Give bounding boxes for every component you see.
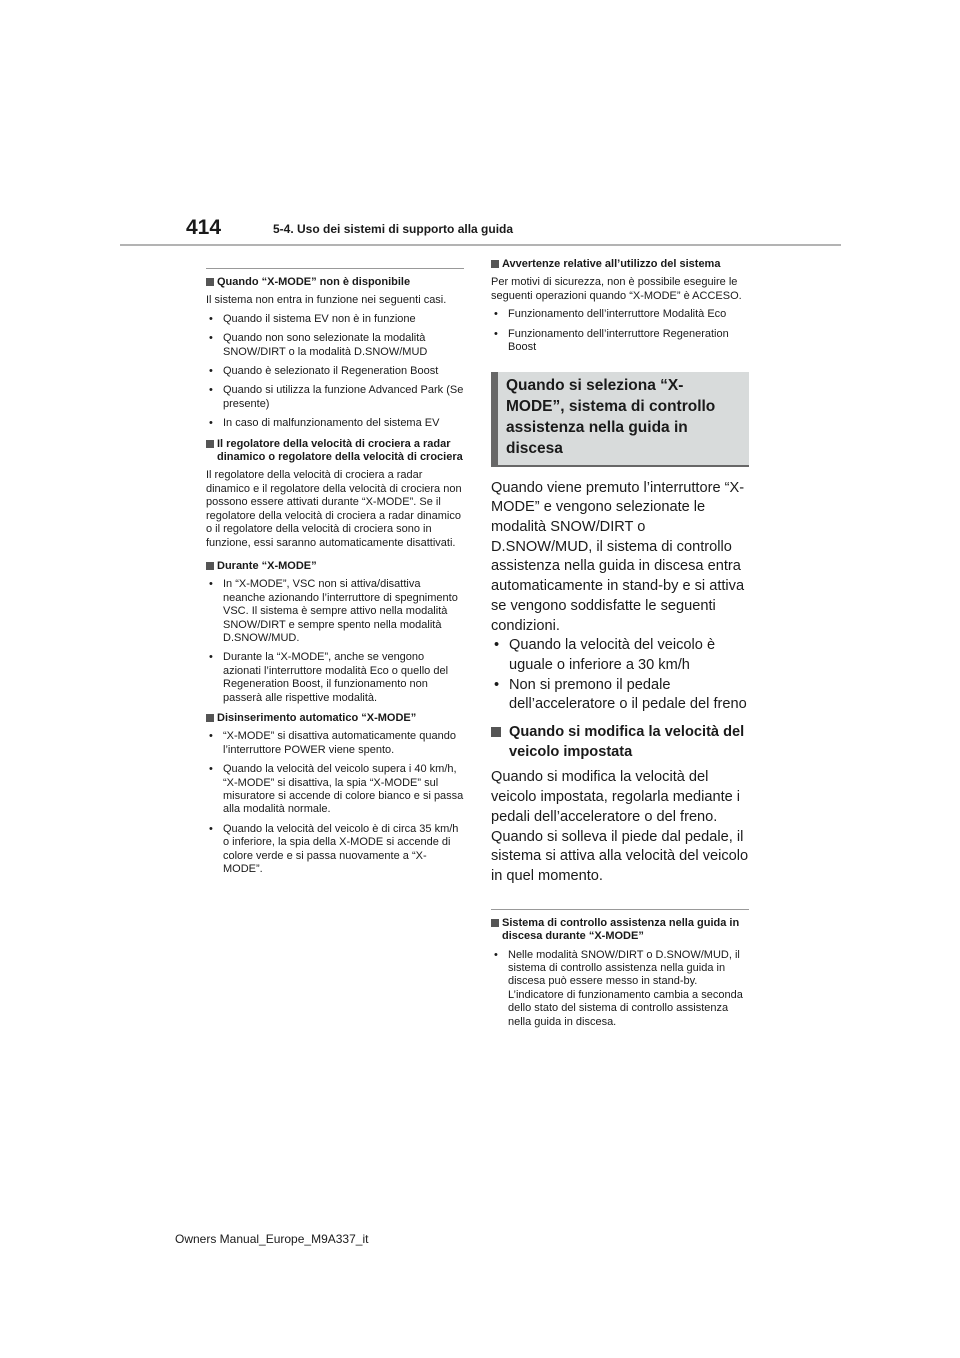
list-item: • Quando non sono selezionate la modalità SNOW/DIRT o la modalità D.SNOW/MUD: [206, 332, 464, 359]
page-number: 414: [186, 216, 222, 239]
divider: [491, 909, 749, 910]
paragraph: Per motivi di sicurezza, non è possibile eseguire le seguenti operazioni quando “X-MODE” è ACCESO.: [491, 276, 742, 302]
subheading-during-xmode: Durante “X-MODE”: [206, 560, 464, 573]
list-item: • Nelle modalità SNOW/DIRT o D.SNOW/MUD, il sistema di controllo assistenza nella guida in discesa può essere messo in stand-by. L’indicatore di funzionamento cambia a seconda dello stato del sistema di controllo assistenza nella guida in discesa.: [491, 949, 749, 1029]
list-item: • Quando la velocità del veicolo supera i 40 km/h, “X-MODE” si disattiva, la spia “X-MODE” sul misuratore si accende di colore bianco e si passa alla modalità normale.: [206, 763, 464, 817]
main-bullet-list: [491, 636, 749, 715]
subheading-speed-change: Quando si modifica la velocità del veicolo impostata: [491, 723, 749, 762]
list-item: • Quando si utilizza la funzione Advanced Park (Se presente): [206, 384, 464, 411]
list-item: • Non si premono il pedale dell’acceleratore o il pedale del freno: [491, 676, 749, 715]
subheading-auto-disengage: Disinserimento automatico “X-MODE”: [206, 712, 464, 725]
list-item: • “X-MODE” si disattiva automaticamente quando l’interruttore POWER viene spento.: [206, 730, 464, 757]
bullet-list: [206, 313, 464, 431]
right-column: [491, 258, 749, 1035]
paragraph: Il regolatore della velocità di crociera a radar dinamico e il regolatore della velocità di crociera non possono essere attivati durante “X-MODE”. Se il regolatore della velocità di crociera a radar dinamico o il regolatore della velocità di crociera sono in funzione, essi saranno automaticamente disattivati.: [206, 469, 462, 549]
list-item: • In caso di malfunzionamento del sistema EV: [206, 417, 464, 430]
footer-label: Owners Manual_Europe_M9A337_it: [175, 1232, 369, 1246]
bullet-list: [491, 308, 749, 354]
list-item: • Quando la velocità del veicolo è di circa 35 km/h o inferiore, la spia della X-MODE si accende di colore verde e si passa nuovamente a “X-MODE”.: [206, 823, 464, 877]
main-paragraph: Quando viene premuto l’interruttore “X-MODE” e vengono selezionate le modalità SNOW/DIRT o D.SNOW/MUD, il sistema di controllo assistenza nella guida in discesa entra automaticamente in stand-by e si attiva se vengono soddisfatte le seguenti condizioni.: [491, 479, 745, 634]
list-item: • In “X-MODE”, VSC non si attiva/disattiva neanche azionando l’interruttore di spegnimento VSC. Il sistema è sempre attivo nella modalità SNOW/DIRT e sempre spento nella modalità D.SNOW/MUD.: [206, 578, 464, 645]
list-item: • Funzionamento dell’interruttore Regeneration Boost: [491, 328, 749, 355]
divider: [206, 268, 464, 269]
list-item: • Durante la “X-MODE”, anche se vengono azionati l’interruttore modalità Eco o quello del Regeneration Boost, il funzionamento non passerà alle rispettive modalità.: [206, 651, 464, 705]
bullet-list: [491, 949, 749, 1029]
header-divider: [120, 244, 841, 246]
list-item: • Quando la velocità del veicolo è uguale o inferiore a 30 km/h: [491, 636, 749, 675]
subheading-cruise-control: Il regolatore della velocità di crociera a radar dinamico o regolatore della velocità di crociera: [206, 438, 464, 465]
subheading-warnings: Avvertenze relative all’utilizzo del sistema: [491, 258, 749, 271]
subheading-not-available: Quando “X-MODE” non è disponibile: [206, 276, 464, 289]
paragraph: Il sistema non entra in funzione nei seguenti casi.: [206, 294, 447, 307]
bullet-list: [206, 730, 464, 876]
section-title: 5-4. Uso dei sistemi di supporto alla guida: [273, 222, 514, 236]
list-item: • Quando il sistema EV non è in funzione: [206, 313, 464, 326]
list-item: • Funzionamento dell’interruttore Modalità Eco: [491, 308, 749, 321]
paragraph: Quando si modifica la velocità del veicolo impostata, regolarla mediante i pedali dell’acceleratore o del freno. Quando si solleva il piede dal pedale, il sistema si attiva alla velocità del veicolo in quel momento.: [491, 769, 749, 884]
bullet-list: [206, 578, 464, 705]
left-column: [206, 258, 464, 882]
list-item: • Quando è selezionato il Regeneration Boost: [206, 365, 464, 378]
subheading-descent-control: Sistema di controllo assistenza nella guida in discesa durante “X-MODE”: [491, 917, 749, 944]
section-heading-box: Quando si seleziona “X-MODE”, sistema di controllo assistenza nella guida in discesa: [491, 372, 749, 466]
